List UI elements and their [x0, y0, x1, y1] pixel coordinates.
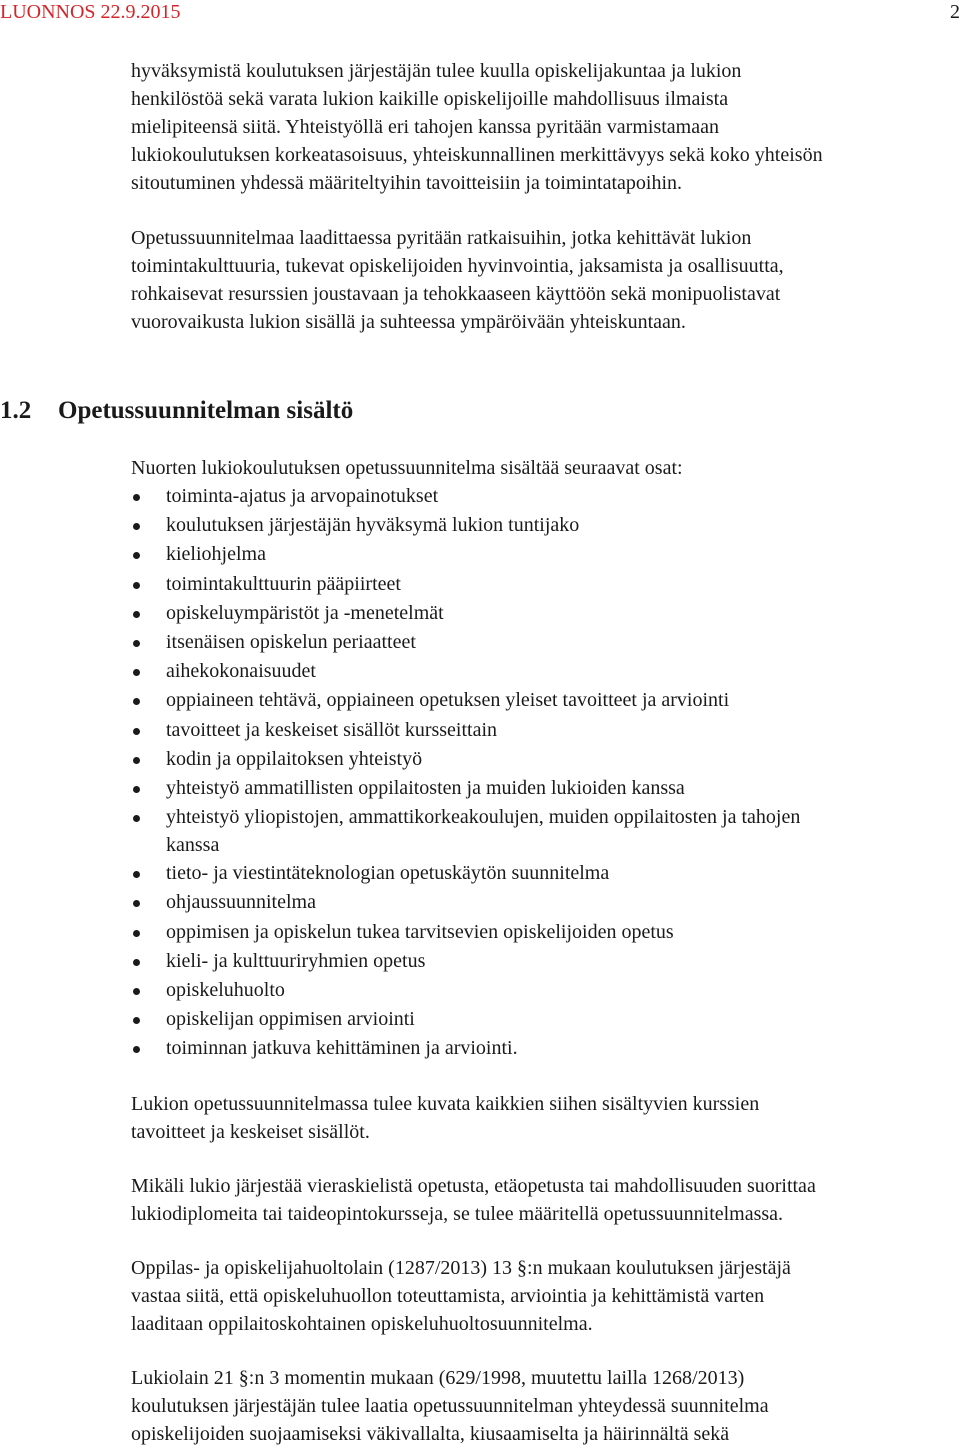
bullet-icon [133, 669, 140, 676]
text-line: hyväksymistä koulutuksen järjestäjän tulee kuulla opiskelijakuntaa ja lukion [131, 60, 742, 82]
second-paragraph [131, 224, 784, 336]
bullet-icon [133, 552, 140, 559]
text-line: Lukion opetussuunnitelmassa tulee kuvata kaikkien siihen sisältyvien kurssien [131, 1093, 760, 1115]
list-item: oppiaineen tehtävä, oppiaineen opetuksen yleiset tavoitteet ja arviointi [131, 686, 800, 715]
bullet-icon [133, 815, 140, 822]
list-item: yhteistyö ammatillisten oppilaitosten ja muiden lukioiden kanssa [131, 774, 800, 803]
list-item: opiskeluympäristöt ja -menetelmät [131, 599, 800, 628]
list-item: aihekokonaisuudet [131, 657, 800, 686]
bullet-icon [133, 523, 140, 530]
bullet-icon [133, 757, 140, 764]
section-heading [0, 395, 353, 427]
list-item: oppimisen ja opiskelun tukea tarvitsevien opiskelijoiden opetus [131, 918, 800, 947]
list-item: kodin ja oppilaitoksen yhteistyö [131, 745, 800, 774]
text-line: laaditaan oppilaitoskohtainen opiskeluhuoltosuunnitelma. [131, 1313, 593, 1335]
text-line: vuorovaikusta lukion sisällä ja suhteessa ympäröivään yhteiskuntaan. [131, 311, 686, 333]
bullet-icon [133, 1017, 140, 1024]
intro-paragraph [131, 57, 823, 197]
text-line: rohkaisevat resurssien joustavaan ja tehokkaaseen käyttöön sekä monipuolistavat [131, 283, 781, 305]
text-line: opiskelijoiden suojaamiseksi väkivallalta, kiusaamiselta ja häirinnältä sekä [131, 1423, 730, 1445]
text-line: Nuorten lukiokoulutuksen opetussuunnitelma sisältää seuraavat osat: [131, 457, 683, 479]
closing-paragraph-3 [131, 1254, 791, 1338]
list-item: tieto- ja viestintäteknologian opetuskäytön suunnitelma [131, 859, 800, 888]
section-title: Opetussuunnitelman sisältö [58, 397, 354, 424]
list-item: koulutuksen järjestäjän hyväksymä lukion tuntijako [131, 511, 800, 540]
contents-list [131, 482, 800, 1064]
draft-date-label: LUONNOS 22.9.2015 [0, 1, 181, 23]
bullet-icon [133, 871, 140, 878]
closing-paragraph-2 [131, 1172, 816, 1228]
list-item: tavoitteet ja keskeiset sisällöt kursseittain [131, 716, 800, 745]
bullet-icon [133, 930, 140, 937]
list-item: kieliohjelma [131, 540, 800, 569]
bullet-icon [133, 728, 140, 735]
page-number: 2 [950, 1, 960, 23]
section-number: 1.2 [0, 397, 32, 424]
bullet-icon [133, 959, 140, 966]
bullet-icon [133, 988, 140, 995]
closing-paragraph-4 [131, 1364, 769, 1448]
bullet-icon [133, 1046, 140, 1053]
text-line: toimintakulttuuria, tukevat opiskelijoiden hyvinvointia, jaksamista ja osallisuutta, [131, 255, 784, 277]
text-line: koulutuksen järjestäjän tulee laatia opetussuunnitelman yhteydessä suunnitelma [131, 1395, 769, 1417]
bullet-icon [133, 494, 140, 501]
list-item: ohjaussuunnitelma [131, 888, 800, 917]
list-item: kieli- ja kulttuuriryhmien opetus [131, 947, 800, 976]
closing-paragraph-1 [131, 1090, 759, 1146]
list-item: yhteistyö yliopistojen, ammattikorkeakoulujen, muiden oppilaitosten ja tahojen kanssa [131, 803, 800, 859]
list-item: toimintakulttuurin pääpiirteet [131, 570, 800, 599]
bullet-icon [133, 611, 140, 618]
text-line: sitoutuminen yhdessä määriteltyihin tavoitteisiin ja toimintatapoihin. [131, 172, 683, 194]
list-item: toiminta-ajatus ja arvopainotukset [131, 482, 800, 511]
list-intro [131, 454, 683, 482]
text-line: vastaa siitä, että opiskeluhuollon toteuttamista, arviointia ja kehittämistä varten [131, 1285, 765, 1307]
bullet-icon [133, 698, 140, 705]
bullet-icon [133, 900, 140, 907]
bullet-icon [133, 786, 140, 793]
text-line: lukiodiplomeita tai taideopintokursseja, se tulee määritellä opetussuunnitelmassa. [131, 1203, 784, 1225]
list-item: toiminnan jatkuva kehittäminen ja arviointi. [131, 1034, 800, 1063]
bullet-icon [133, 582, 140, 589]
text-line: henkilöstöä sekä varata lukion kaikille opiskelijoille mahdollisuus ilmaista [131, 88, 729, 110]
text-line: Opetussuunnitelmaa laadittaessa pyritään ratkaisuihin, jotka kehittävät lukion [131, 227, 752, 249]
text-line: Mikäli lukio järjestää vieraskielistä opetusta, etäopetusta tai mahdollisuuden suorittaa [131, 1175, 816, 1197]
text-line: tavoitteet ja keskeiset sisällöt. [131, 1121, 370, 1143]
text-line: mielipiteensä siitä. Yhteistyöllä eri tahojen kanssa pyritään varmistamaan [131, 116, 719, 138]
list-item: opiskelijan oppimisen arviointi [131, 1005, 800, 1034]
list-item: itsenäisen opiskelun periaatteet [131, 628, 800, 657]
text-line: lukiokoulutuksen korkeatasoisuus, yhteiskunnallinen merkittävyys sekä koko yhteisön [131, 144, 823, 166]
text-line: Oppilas- ja opiskelijahuoltolain (1287/2013) 13 §:n mukaan koulutuksen järjestäjä [131, 1257, 791, 1279]
list-item: opiskeluhuolto [131, 976, 800, 1005]
bullet-icon [133, 640, 140, 647]
text-line: Lukiolain 21 §:n 3 momentin mukaan (629/1998, muutettu lailla 1268/2013) [131, 1367, 745, 1389]
